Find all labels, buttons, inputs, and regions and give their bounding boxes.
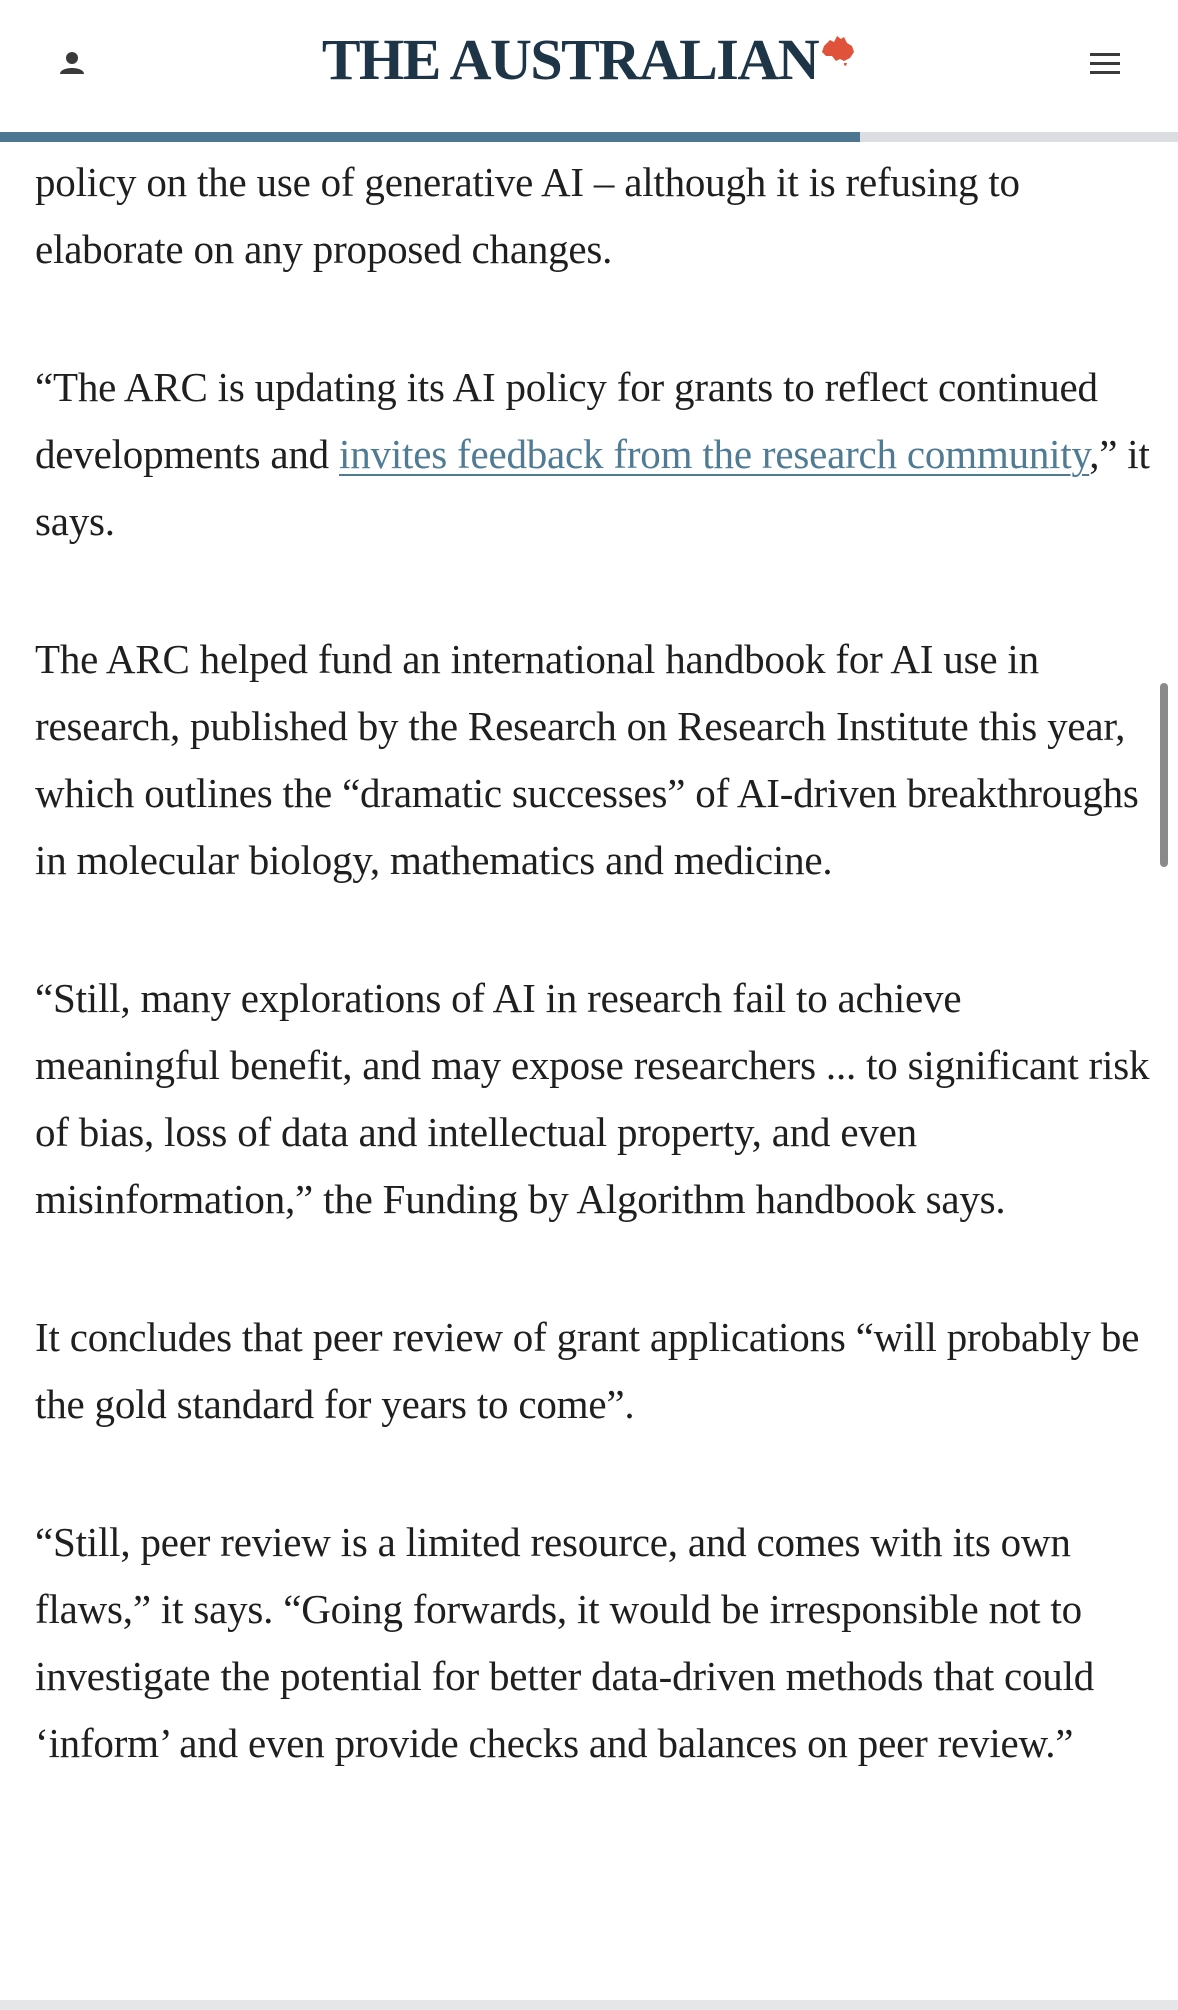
article-paragraph: It concludes that peer review of grant applications “will probably be the gold standard for years to come”. <box>35 1314 1140 1427</box>
australia-map-icon <box>820 34 856 71</box>
paragraph-text: ,” it says. <box>35 431 1150 544</box>
scrollbar-thumb[interactable] <box>1160 683 1168 867</box>
article-paragraph: policy on the use of generative AI – although it is refusing to elaborate on any proposed changes. <box>35 159 1020 272</box>
menu-icon <box>1084 42 1128 86</box>
reading-progress-fill <box>0 132 860 142</box>
article-body <box>35 149 1155 1848</box>
menu-button[interactable] <box>1084 42 1128 86</box>
feedback-link[interactable]: invites feedback from the research community <box>339 431 1090 477</box>
reading-progress-bar <box>0 132 1178 142</box>
article-paragraph: “Still, many explorations of AI in research fail to achieve meaningful benefit, and may expose researchers ... to significant risk of bias, loss of data and intellectual property, and even misinformation,” the Funding by Algorithm handbook says. <box>35 975 1150 1222</box>
article-paragraph: The ARC helped fund an international handbook for AI use in research, published by the Research on Research Institute this year, which outlines the “dramatic successes” of AI-driven breakthroughs in molecular biology, mathematics and medicine. <box>35 636 1139 883</box>
article-paragraph <box>35 354 1155 555</box>
site-header <box>0 0 1178 132</box>
article-paragraph: “Still, peer review is a limited resource, and comes with its own flaws,” it says. “Going forwards, it would be irresponsible not to investigate the potential for better data-driven methods that could ‘inform’ and even provide checks and balances on peer review.” <box>35 1519 1095 1766</box>
bottom-edge-bar <box>0 2000 1178 2010</box>
site-logo[interactable] <box>0 24 1178 96</box>
logo-wordmark: THE AUSTRALIAN <box>321 27 819 92</box>
paragraph-text: “The ARC is updating its AI policy for grants to reflect continued developments and <box>35 364 1098 477</box>
